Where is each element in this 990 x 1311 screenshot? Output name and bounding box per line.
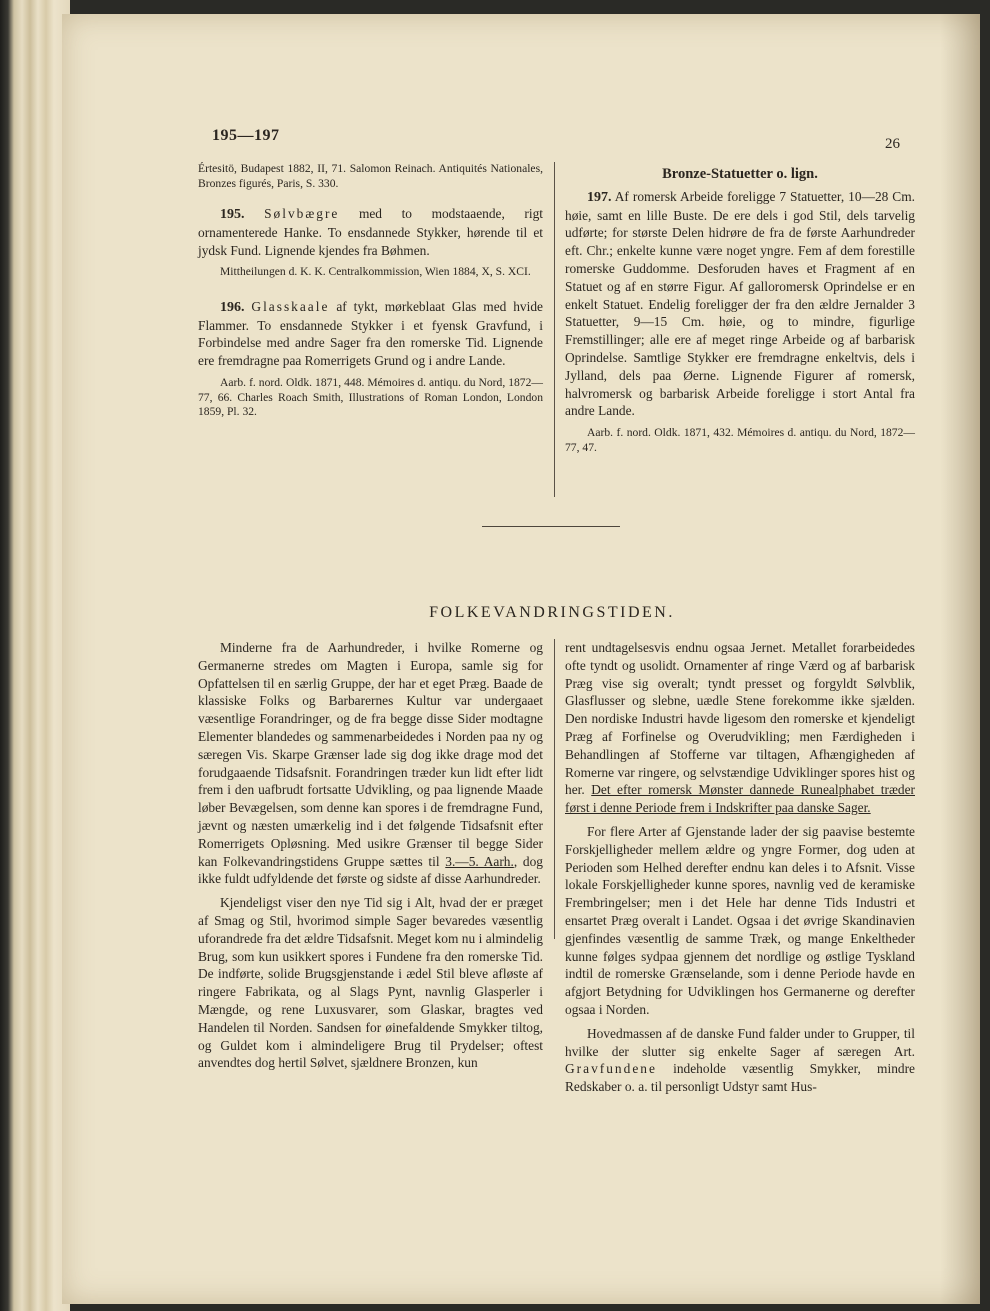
chapter-paragraph-4: For flere Arter af Gjenstande lader der sig paavise bestemte Forskjelligheder mellem ældre og yngre Former, dog uden at Perioden som Helhed derefter endnu kan deles i to Afsnit. Visse lokale Forskjelligheder kunne spores, navnlig ved de keramiske Frembringelser; men i det Hele har denne Tids Industri et ensartet Præg overalt i Landet. Ogsaa i det øvrige Skandinavien gjenfindes væsentlig de samme Træk, og mange Enkeltheder kunne følges sydpaa gjennem det nordlige og østlige Tyskland indtil de romerske Grænselande, som i denne Periode havde en afgjort Betydning for Udviklingen hos Germanerne og derefter ogsaa i Norden. <box>565 823 915 1017</box>
entry-197 <box>565 188 915 420</box>
right-bottom-column <box>565 639 915 1102</box>
chapter-paragraph-2: Kjendeligst viser den nye Tid sig i Alt, hvad der er præget af Smag og Stil, hvorimod simple Sager bevaredes væsentlig uforandrede fra det ældre Tidsafsnit. Meget kom nu i almindelig Brug, som kun usikkert spores i Fundene fra den romerske Tid. De indførte, solide Brugsgjenstande i ædel Stil bleve afløste af ringere Fabrikata, og al Slags Pynt, navnlig Glasperler i Mængde, og rene Luxusvarer, som Glaskar, bragtes ved Handelen til Norden. Sandsen for øinefaldende Smykker tiltog, og Guldet kom i almindeligere Brug til Prydelser; oftest anvendtes dog hertil Sølvet, sjældnere Bronzen, kun <box>198 895 543 1071</box>
entry-196-reference: Aarb. f. nord. Oldk. 1871, 448. Mémoires d. antiqu. du Nord, 1872—77, 66. Charles Roach Smith, Illustrations of Roman London, London 1859, Pl. 32. <box>198 376 543 419</box>
book-page <box>62 14 980 1304</box>
entry-196-heading: Glasskaale <box>251 298 330 314</box>
page-range-header: 195—197 <box>212 127 280 144</box>
page-gutter-shade <box>940 14 980 1304</box>
right-top-column <box>565 166 915 467</box>
section-heading-bronze: Bronze-Statuetter o. lign. <box>662 166 818 182</box>
chapter-paragraph-1-end: , dog ikke fuldt udfyldende det første og sidste af disse Aarhundreder. <box>198 853 543 887</box>
chapter-paragraph-5-end: indeholde væsentlig Smykker, mindre Redskaber o. a. til personligt Udstyr samt Hus- <box>565 1061 915 1095</box>
chapter-paragraph-5 <box>565 1025 915 1096</box>
entry-197-reference: Aarb. f. nord. Oldk. 1871, 432. Mémoires d. antiqu. du Nord, 1872—77, 47. <box>565 426 915 454</box>
chapter-paragraph-1-text: Minderne fra de Aarhundreder, i hvilke Romerne og Germanerne stredes om Magten i Europa, samle sig for Opfattelsen til en særlig Gruppe, der har et eget Præg. Baade de klassiske Folks og Barbarernes Kultur var undergaaet væsentlige Forandringer, og de fra begge disse Sider modtagne Elementer blandedes og sammenarbeidedes i Norden paa ny og særegen Vis. Skarpe Grænser lade sig dog ikke drage mod det forudgaaende Tidsafsnit. Forandringen træder kun lidt efter lidt frem i den uafbrudt fortsatte Udvikling, og paa lignende Maade løber Bevægelsen, som denne kan spores i de fremdragne Fund, jævnt og næsten umærkelig ind i det følgende Tidsafsnit efter Romerrigets Opløsning. Med usikre Grænser til begge Sider kan Folkevandringstidens Gruppe sættes til <box>198 640 543 869</box>
entry-196-text: af tykt, mørkeblaat Glas med hvide Flammer. To ensdannede Stykker i et fyensk Gravfund, i Forbindelse med andre Sager fra den romerske Tid. Lignende ere fremdragne paa Romerrigets Grund og i andre Lande. <box>198 298 543 369</box>
entry-195-heading: Sølvbægre <box>264 206 340 221</box>
page-number: 26 <box>885 136 900 152</box>
top-column-divider <box>554 162 555 497</box>
chapter-title: FOLKEVANDRINGSTIDEN. <box>429 604 675 621</box>
gravfundene-spaced: Gravfundene <box>565 1061 657 1077</box>
runealphabet-underlined: Det efter romersk Mønster dannede Runealphabet træder først i denne Periode frem i Indskrifter paa danske Sager. <box>565 782 915 816</box>
entry-195-text: med to modstaaende, rigt ornamenterede Hanke. To ensdannede Stykker, hørende til et jydsk Fund. Lignende kjendes fra Bøhmen. <box>198 206 543 258</box>
entry-195-reference: Mittheilungen d. K. K. Centralkommission, Wien 1884, X, S. XCI. <box>220 265 531 279</box>
reference-continued: Értesitö, Budapest 1882, II, 71. Salomon Reinach. Antiquités Nationales, Bronzes figurés, Paris, S. 330. <box>198 162 543 190</box>
entry-195-number: 195. <box>220 207 245 222</box>
book-page-edges <box>0 0 70 1311</box>
section-separator-rule <box>482 526 620 527</box>
chapter-paragraph-3 <box>565 639 915 817</box>
entry-197-text: Af romersk Arbeide foreligge 7 Statuetter, 10—28 Cm. høie, samt en lille Buste. De ere dels i god Stil, dels tarvelig udførte; for største Delen hidrøre de fra de første Aarhundreder eft. Chr.; enkelte kunne være noget yngre. Fem af dem forestille romerske Guddomme. Desforuden haves et Fragment af en Statuet og af en større Figur. Af galloromersk Oprindelse er en enkelt Statuet. Endelig foreligger der fra den ældre Jernalder 3 Statuetter, 9—15 Cm. høie, og to mindre, figurlige Fremstillinger; alle ere af meget ringe Arbeide og af barbarisk Oprindelse. Samtlige Stykker ere fremdragne enkeltvis, dels i Jylland, dels paa Øerne. Lignende Figurer af romersk, halvromersk og barbarisk Arbeide foreligge i stort Antal fra andre Lande. <box>565 188 916 419</box>
entry-196 <box>198 298 543 370</box>
entry-195 <box>198 205 543 259</box>
left-bottom-column <box>198 639 543 1078</box>
left-top-column <box>198 162 543 432</box>
entry-196-number: 196. <box>220 299 245 315</box>
chapter-paragraph-5-start: Hovedmassen af de danske Fund falder under to Grupper, til hvilke der slutter sig enkelte Sager af særegen Art. <box>565 1025 915 1059</box>
bottom-column-divider <box>554 639 555 939</box>
chapter-paragraph-1 <box>198 639 543 888</box>
chapter-paragraph-3-text: rent undtagelsesvis endnu ogsaa Jernet. Metallet forarbeidedes ofte tyndt og usolidt. Ornamenter af ringe Værd og af barbarisk Præg vise sig overalt; tyndt presset og forgyldt Sølvblik, Glasflusser og slebne, uædle Stene forekomme ikke sjælden. Den nordiske Industri havde ligesom den romerske et kjendeligt Præg af Forfinelse og Overudvikling; men Færdigheden i Behandlingen af Stofferne var tiltagen, Afhængigheden af Romerne var ringere, og selvstændige Udviklinger spores hist og her. <box>565 640 915 798</box>
period-dates-underlined: 3.—5. Aarh. <box>445 853 514 869</box>
entry-197-number: 197. <box>587 189 612 205</box>
